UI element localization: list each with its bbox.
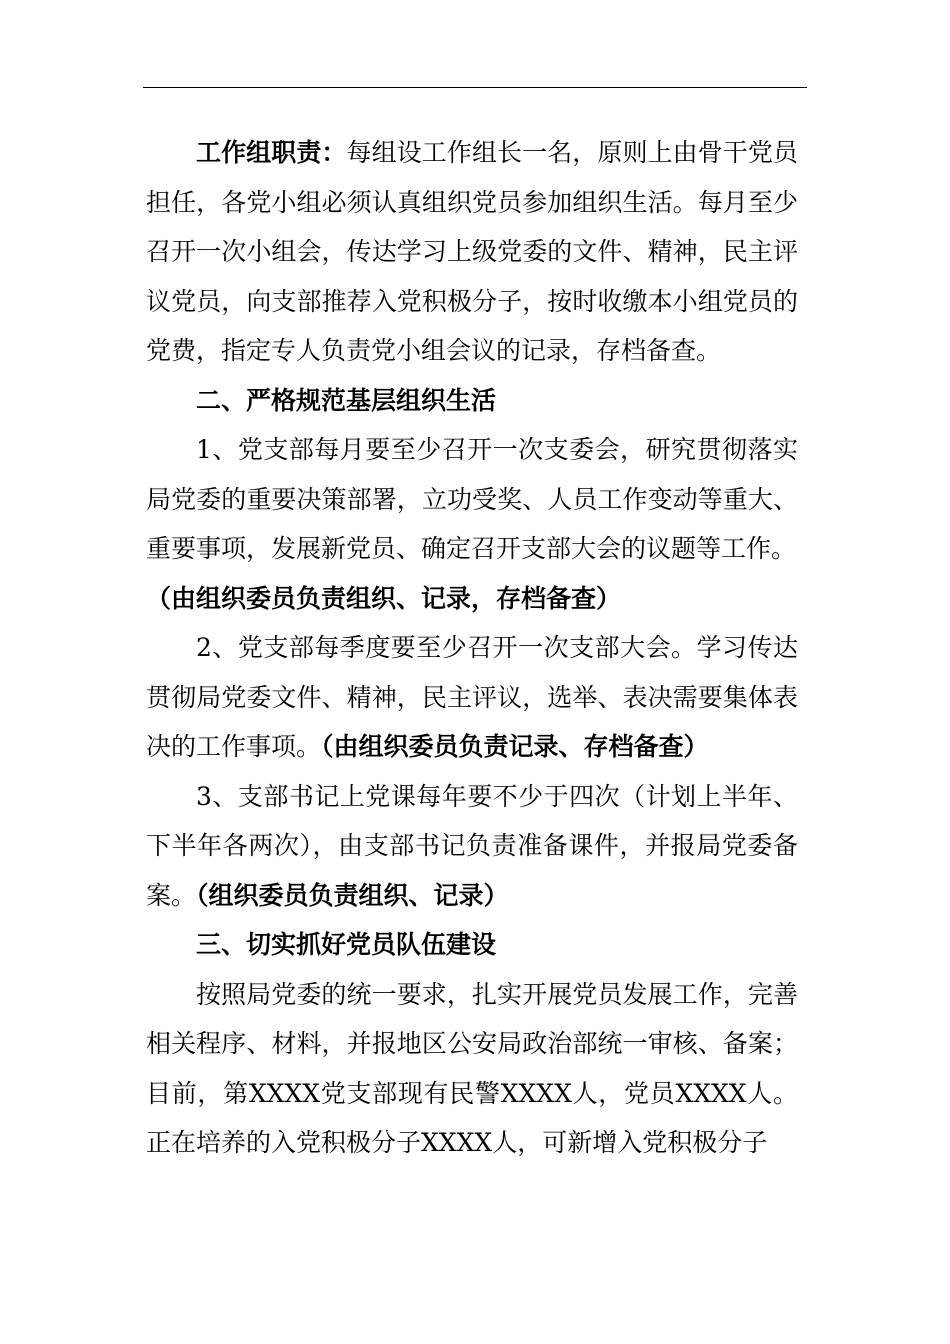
section-heading-3: 三、切实抓好党员队伍建设 — [196, 930, 497, 959]
header-rule — [143, 87, 807, 88]
paragraph-member-development — [146, 970, 798, 1168]
paragraph-work-group-duties — [146, 128, 798, 376]
work-group-duties-text: 每组设工作组长一名，原则上由骨干党员担任，各党小组必须认真组织党员参加组织生活。每月至少召开一次小组会，传达学习上级党委的文件、精神，民主评议党员，向支部推荐入党积极分子，按时收缴本小组党员的党费，指定专人负责党小组会议的记录，存档备查。 — [146, 138, 798, 365]
item-2-note: （由组织委员负责记录、存档备查） — [321, 732, 709, 761]
paragraph-item-1 — [146, 425, 798, 574]
item-3-text: 3、支部书记上党课每年要不少于四次（计划上半年、下半年各两次），由支部书记负责准备课件，并报局党委备案。 — [146, 781, 798, 910]
item-1-text: 1、党支部每月要至少召开一次支委会，研究贯彻落实局党委的重要决策部署，立功受奖、人员工作变动等重大、重要事项，发展新党员、确定召开支部大会的议题等工作。 — [146, 435, 798, 563]
item-1-note: （由组织委员负责组织、记录，存档备查） — [146, 583, 622, 613]
document-body — [146, 128, 798, 1168]
paragraph-item-2 — [146, 623, 798, 772]
item-3-note: （组织委员负责组织、记录） — [196, 880, 509, 910]
paragraph-item-3 — [146, 772, 798, 921]
member-development-text: 按照局党委的统一要求，扎实开展党员发展工作，完善相关程序、材料，并报地区公安局政治部统一审核、备案；目前，第XXXX党支部现有民警XXXX人，党员XXXX人。正在培养的入党积极分子XXXX人，可新增入党积极分子 — [146, 979, 798, 1157]
item-2-text: 2、党支部每季度要至少召开一次支部大会。学习传达贯彻局党委文件、精神，民主评议，选举、表决需要集体表决的工作事项。 — [146, 633, 798, 761]
work-group-duties-lead: 工作组职责： — [196, 138, 347, 167]
section-heading-2: 二、严格规范基层组织生活 — [196, 385, 497, 415]
